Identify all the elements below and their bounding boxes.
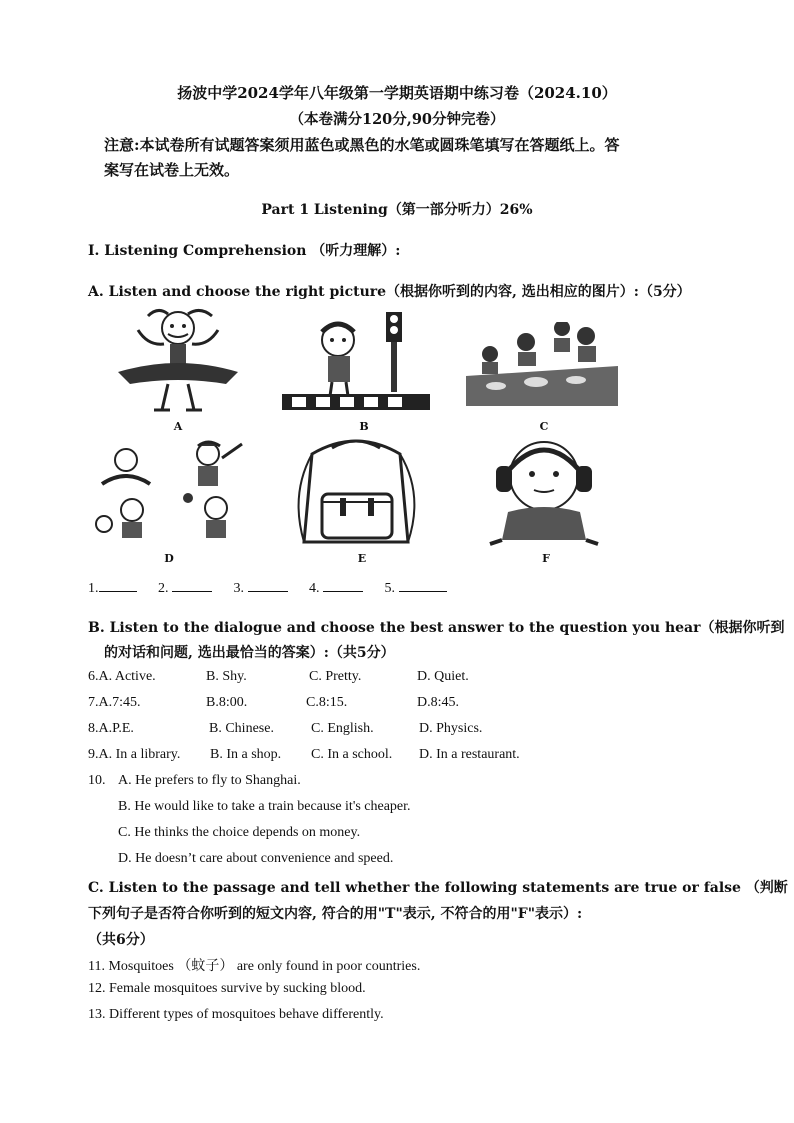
answer-blank-1[interactable] — [99, 591, 137, 592]
crossing-picture-icon — [282, 308, 430, 410]
sectionC-title-line-1: C. Listen to the passage and tell whether the following statements are true or false （判断 — [88, 880, 788, 896]
question-8-option-b: B. Chinese. — [209, 721, 274, 736]
picture-label-f: F — [542, 552, 550, 565]
notice-line-2: 案写在试卷上无效。 — [104, 161, 240, 179]
backpack-picture-icon — [282, 434, 430, 548]
statement-12: 12. Female mosquitoes survive by sucking blood. — [88, 981, 366, 996]
statement-13: 13. Different types of mosquitoes behave differently. — [88, 1007, 384, 1022]
sectionC-title-line-3: （共6分） — [88, 932, 154, 948]
picture-d — [92, 438, 248, 546]
question-8-option-d: D. Physics. — [419, 721, 483, 736]
question-9-option-b: B. In a shop. — [210, 747, 282, 762]
blank-number: 5. — [384, 581, 395, 596]
question-number: 8. — [88, 721, 99, 736]
question-6-option-d: D. Quiet. — [417, 669, 469, 684]
notice-line-1: 注意:本试卷所有试题答案须用蓝色或黑色的水笔或圆珠笔填写在答题纸上。答 — [104, 136, 620, 154]
question-6-option-b: B. Shy. — [206, 669, 247, 684]
question-9-option-c: C. In a school. — [311, 747, 393, 762]
picture-label-e: E — [357, 552, 367, 565]
picture-label-c: C — [539, 420, 549, 433]
question-10-option-a: A. He prefers to fly to Shanghai. — [118, 773, 301, 788]
question-7 — [88, 695, 141, 711]
question-9 — [88, 747, 180, 763]
answer-blank-4[interactable] — [323, 591, 363, 592]
option-a: A.P.E. — [98, 721, 134, 736]
picture-c — [466, 322, 618, 406]
option-a: A. Active. — [98, 669, 156, 684]
sectionC-title-line-2: 下列句子是否符合你听到的短文内容, 符合的用"T"表示, 不符合的用"F"表示）: — [88, 906, 583, 922]
headphones-baby-picture-icon — [468, 436, 618, 546]
question-10-option-d: D. He doesn’t care about convenience and speed. — [118, 851, 394, 866]
question-number: 7. — [88, 695, 99, 710]
statement-11: 11. Mosquitoes （蚊子） are only found in poor countries. — [88, 959, 421, 974]
picture-a — [108, 306, 248, 414]
picture-e — [282, 434, 430, 548]
family-dinner-picture-icon — [466, 322, 618, 406]
dancer-picture-icon — [108, 306, 248, 414]
sports-kids-picture-icon — [92, 438, 248, 546]
question-7-option-d: D.8:45. — [417, 695, 459, 710]
blank-number: 2. — [158, 581, 169, 596]
question-6-option-c: C. Pretty. — [309, 669, 362, 684]
picture-label-a: A — [173, 420, 183, 433]
question-10-option-c: C. He thinks the choice depends on money. — [118, 825, 361, 840]
sectionA-answer-blanks — [88, 581, 465, 597]
question-7-option-b: B.8:00. — [206, 695, 248, 710]
exam-subtitle: （本卷满分120分,90分钟完卷） — [289, 111, 505, 128]
question-8 — [88, 721, 134, 737]
question-8-option-c: C. English. — [311, 721, 374, 736]
sectionA-title: A. Listen and choose the right picture（根据你听到的内容, 选出相应的图片）:（5分） — [88, 284, 691, 300]
question-10-number: 10. — [88, 773, 106, 788]
answer-blank-2[interactable] — [172, 591, 212, 592]
exam-title: 扬波中学2024学年八年级第一学期英语期中练习卷（2024.10） — [177, 84, 617, 102]
blank-number: 4. — [309, 581, 320, 596]
blank-number: 3. — [233, 581, 244, 596]
option-a: A. In a library. — [98, 747, 181, 762]
picture-f — [468, 436, 618, 546]
question-number: 9. — [88, 747, 99, 762]
blank-number: 1. — [88, 581, 99, 596]
picture-label-d: D — [164, 552, 174, 565]
sectionB-title-line-1: B. Listen to the dialogue and choose the best answer to the question you hear（根据你听到 — [88, 620, 785, 636]
option-a: A.7:45. — [98, 695, 141, 710]
question-number: 6. — [88, 669, 99, 684]
answer-blank-3[interactable] — [248, 591, 288, 592]
part1-title: Part 1 Listening（第一部分听力）26% — [261, 202, 533, 218]
sectionB-title-line-2: 的对话和问题, 选出最恰当的答案）:（共5分） — [104, 645, 395, 661]
answer-blank-5[interactable] — [399, 591, 447, 592]
question-7-option-c: C.8:15. — [306, 695, 348, 710]
question-6 — [88, 669, 156, 685]
question-9-option-d: D. In a restaurant. — [419, 747, 520, 762]
picture-b — [282, 308, 430, 410]
picture-label-b: B — [359, 420, 369, 433]
question-10-option-b: B. He would like to take a train because it's cheaper. — [118, 799, 411, 814]
section1-title: I. Listening Comprehension （听力理解）: — [88, 243, 401, 259]
